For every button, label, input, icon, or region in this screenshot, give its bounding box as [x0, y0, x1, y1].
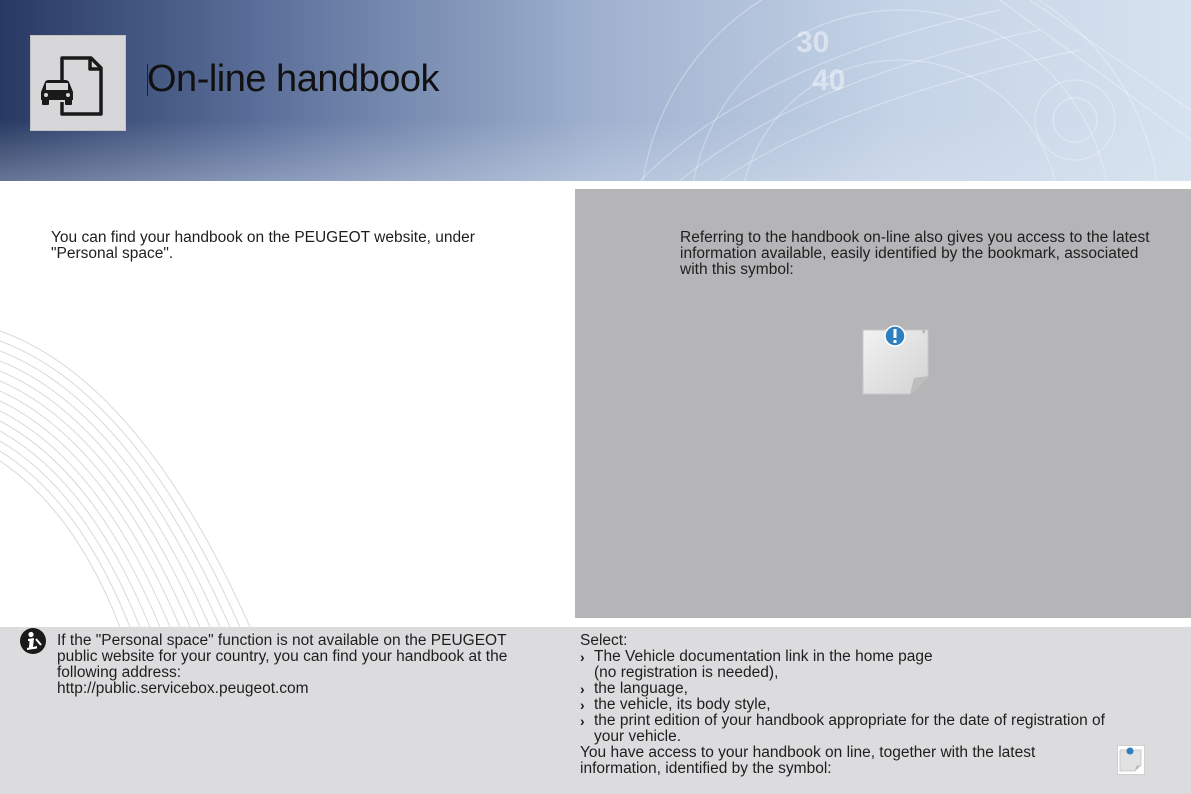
instruction-line: the vehicle, its body style, — [594, 696, 771, 713]
speed-mark-40: 40 — [812, 64, 846, 97]
instructions-footer-line: You have access to your handbook on line, together with the latest — [580, 744, 1036, 761]
instruction-line: the language, — [594, 680, 688, 697]
bookmark-icon — [862, 324, 932, 396]
bookmark-small-icon — [1117, 745, 1145, 775]
servicebox-link[interactable]: http://public.servicebox.peugeot.com — [57, 680, 309, 697]
info-note-line: public website for your country, you can find your handbook at the — [57, 648, 508, 665]
chevron-right-icon: › — [580, 713, 585, 729]
speed-mark-30: 30 — [796, 26, 830, 59]
instruction-item — [580, 713, 1160, 745]
info-note — [57, 633, 557, 697]
instruction-line: your vehicle. — [594, 728, 682, 745]
chevron-right-icon: › — [580, 649, 585, 665]
svg-text:×: × — [922, 330, 926, 336]
instruction-item — [580, 649, 1160, 681]
info-note-line: following address: — [57, 664, 182, 681]
page-title: On-line handbook — [147, 58, 439, 100]
instruction-item — [580, 681, 1160, 697]
instruction-line: the print edition of your handbook appropriate for the date of registration of — [594, 712, 1105, 729]
chevron-right-icon: › — [580, 697, 585, 713]
instructions-footer-line: information, identified by the symbol: — [580, 760, 832, 777]
info-icon — [19, 627, 49, 657]
title-icon-box — [30, 35, 126, 131]
intro-left-text: You can find your handbook on the PEUGEOT website, under "Personal space". — [51, 229, 475, 262]
info-note-line: If the "Personal space" function is not available on the PEUGEOT — [57, 632, 507, 649]
instruction-line: The Vehicle documentation link in the home page — [594, 648, 933, 665]
car-document-icon — [31, 36, 127, 132]
header-shade — [0, 120, 1191, 181]
instruction-line: (no registration is needed), — [594, 664, 779, 681]
instructions-block — [580, 633, 1160, 777]
instruction-item — [580, 697, 1160, 713]
instructions-heading: Select: — [580, 632, 628, 649]
chevron-right-icon: › — [580, 681, 585, 697]
intro-right-text: Referring to the handbook on-line also gives you access to the latest information available, easily identified by the bookmark, associated with this symbol: — [680, 229, 1150, 278]
